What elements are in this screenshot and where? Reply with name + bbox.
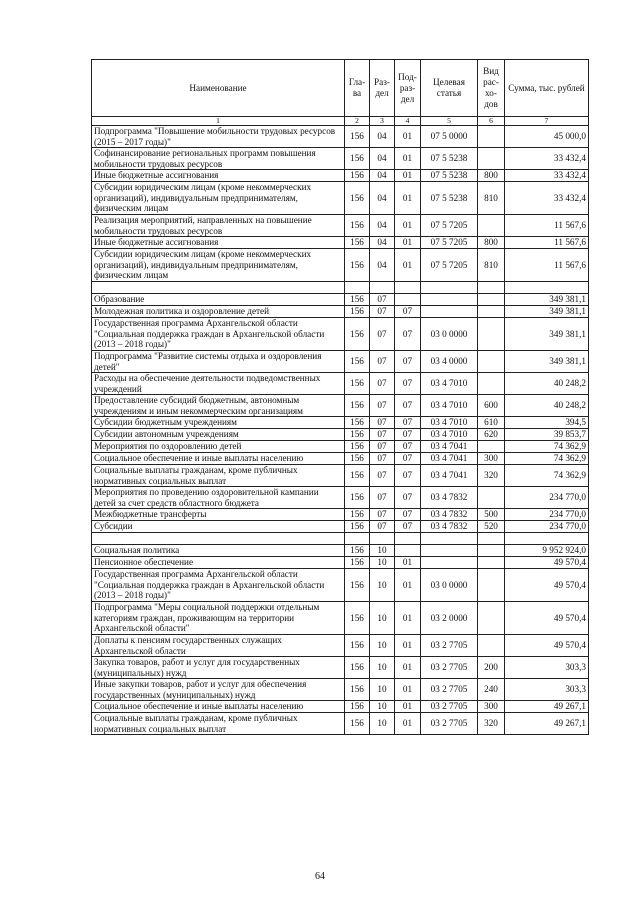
row-name: Доплаты к пенсиям государственных служащих Архангельской области [92,635,345,657]
row-razdel: 07 [370,487,395,509]
row-podrazdel: 07 [395,429,421,441]
row-glava [345,533,370,545]
row-podrazdel: 07 [395,417,421,429]
row-podrazdel: 07 [395,306,421,318]
row-sum: 303,3 [505,679,589,701]
row-razdel: 10 [370,713,395,735]
row-name [92,533,345,545]
row-glava: 156 [345,294,370,306]
row-target: 07 5 5238 [421,148,478,170]
row-razdel: 07 [370,441,395,453]
row-podrazdel: 07 [395,487,421,509]
row-target: 03 2 7705 [421,679,478,701]
row-razdel: 04 [370,215,395,237]
row-glava: 156 [345,509,370,521]
row-target: 03 4 7041 [421,453,478,465]
row-podrazdel: 01 [395,170,421,182]
row-glava: 156 [345,521,370,533]
row-glava: 156 [345,126,370,148]
row-podrazdel: 07 [395,521,421,533]
row-name: Субсидии автономным учреждениям [92,429,345,441]
row-name: Закупка товаров, работ и услуг для государственных (муниципальных) нужд [92,657,345,679]
table-row [92,569,589,602]
column-number: 2 [345,117,370,126]
table-row [92,182,589,215]
row-razdel: 10 [370,545,395,557]
row-sum [505,533,589,545]
table-row [92,249,589,282]
table-row [92,509,589,521]
row-sum: 40 248,2 [505,373,589,395]
row-glava: 156 [345,318,370,351]
row-glava: 156 [345,373,370,395]
row-sum: 74 362,9 [505,453,589,465]
header-razdel: Раз-дел [370,60,395,117]
column-number-row [92,117,589,126]
row-name: Образование [92,294,345,306]
row-sum: 33 432,4 [505,182,589,215]
row-glava: 156 [345,351,370,373]
row-name: Субсидии [92,521,345,533]
row-razdel: 10 [370,679,395,701]
row-vid: 300 [478,701,505,713]
row-sum [505,282,589,294]
row-podrazdel: 01 [395,148,421,170]
table-row [92,465,589,487]
row-podrazdel [395,545,421,557]
row-glava: 156 [345,679,370,701]
row-target [421,306,478,318]
row-podrazdel: 01 [395,237,421,249]
row-name: Мероприятия по проведению оздоровительной кампании детей за счет средств областного бюджета [92,487,345,509]
header-podrazdel: Под-раз-дел [395,60,421,117]
page-number: 64 [315,871,325,882]
table-row [92,657,589,679]
row-razdel: 10 [370,657,395,679]
row-name: Расходы на обеспечение деятельности подведомственных учреждений [92,373,345,395]
row-sum: 33 432,4 [505,170,589,182]
row-glava: 156 [345,569,370,602]
row-sum: 349 381,1 [505,294,589,306]
row-sum: 39 853,7 [505,429,589,441]
row-target [421,294,478,306]
row-vid: 520 [478,521,505,533]
row-sum: 49 267,1 [505,713,589,735]
row-razdel: 07 [370,395,395,417]
row-vid [478,148,505,170]
row-target: 03 2 7705 [421,713,478,735]
row-sum: 45 000,0 [505,126,589,148]
table-row [92,453,589,465]
row-target: 03 2 7705 [421,635,478,657]
row-name: Софинансирование региональных программ повышения мобильности трудовых ресурсов [92,148,345,170]
row-vid: 620 [478,429,505,441]
row-vid: 240 [478,679,505,701]
row-name: Иные закупки товаров, работ и услуг для обеспечения государственных (муниципальных) нужд [92,679,345,701]
table-row [92,417,589,429]
row-podrazdel: 01 [395,713,421,735]
row-target: 03 4 7041 [421,465,478,487]
row-vid [478,602,505,635]
row-razdel: 10 [370,569,395,602]
row-razdel: 07 [370,306,395,318]
row-podrazdel [395,282,421,294]
row-vid [478,545,505,557]
row-vid: 610 [478,417,505,429]
row-vid [478,294,505,306]
row-target: 03 0 0000 [421,569,478,602]
row-vid [478,557,505,569]
row-glava: 156 [345,429,370,441]
row-razdel: 10 [370,557,395,569]
row-glava: 156 [345,602,370,635]
table-row [92,429,589,441]
table-row [92,679,589,701]
row-vid [478,441,505,453]
column-number: 3 [370,117,395,126]
row-vid [478,215,505,237]
row-glava: 156 [345,395,370,417]
row-target: 07 5 7205 [421,237,478,249]
row-name: Социальное обеспечение и иные выплаты населению [92,453,345,465]
table-row [92,441,589,453]
table-row [92,487,589,509]
row-name: Иные бюджетные ассигнования [92,170,345,182]
row-target: 03 4 7832 [421,509,478,521]
row-razdel: 04 [370,237,395,249]
row-vid [478,635,505,657]
row-sum: 11 567,6 [505,237,589,249]
row-razdel: 10 [370,602,395,635]
row-glava: 156 [345,417,370,429]
row-sum: 49 570,4 [505,635,589,657]
row-glava: 156 [345,545,370,557]
row-name: Социальное обеспечение и иные выплаты населению [92,701,345,713]
row-podrazdel: 01 [395,126,421,148]
row-target: 03 4 7041 [421,441,478,453]
row-glava: 156 [345,170,370,182]
row-glava: 156 [345,237,370,249]
row-vid [478,487,505,509]
row-podrazdel: 07 [395,465,421,487]
row-razdel [370,533,395,545]
row-glava: 156 [345,249,370,282]
row-name: Межбюджетные трансферты [92,509,345,521]
table-row [92,170,589,182]
row-name: Подпрограмма "Повышение мобильности трудовых ресурсов (2015 – 2017 годы)" [92,126,345,148]
row-razdel: 10 [370,635,395,657]
row-podrazdel: 01 [395,657,421,679]
row-razdel: 07 [370,465,395,487]
row-name: Государственная программа Архангельской области "Социальная поддержка граждан в Архангельской области (2013 – 2018 годы)" [92,569,345,602]
row-podrazdel: 01 [395,215,421,237]
row-name: Государственная программа Архангельской области "Социальная поддержка граждан в Архангельской области (2013 – 2018 годы)" [92,318,345,351]
row-target: 03 2 0000 [421,602,478,635]
row-sum: 9 952 924,0 [505,545,589,557]
row-podrazdel: 01 [395,679,421,701]
row-name: Иные бюджетные ассигнования [92,237,345,249]
row-target: 07 5 5238 [421,170,478,182]
row-glava: 156 [345,487,370,509]
row-glava [345,282,370,294]
row-target: 03 2 7705 [421,701,478,713]
row-glava: 156 [345,453,370,465]
table-row [92,237,589,249]
table-row [92,215,589,237]
row-target: 03 4 7832 [421,521,478,533]
row-podrazdel: 01 [395,182,421,215]
row-podrazdel: 01 [395,635,421,657]
column-number: 5 [421,117,478,126]
row-podrazdel: 07 [395,509,421,521]
table-row [92,521,589,533]
table-row [92,602,589,635]
row-glava: 156 [345,465,370,487]
row-glava: 156 [345,635,370,657]
row-glava: 156 [345,215,370,237]
row-vid: 500 [478,509,505,521]
row-vid: 600 [478,395,505,417]
row-razdel: 07 [370,429,395,441]
row-sum: 40 248,2 [505,395,589,417]
row-target: 03 4 7010 [421,373,478,395]
spacer-row [92,282,589,294]
row-target: 07 5 5238 [421,182,478,215]
column-number: 4 [395,117,421,126]
row-sum: 349 381,1 [505,306,589,318]
row-razdel: 10 [370,701,395,713]
row-razdel: 07 [370,373,395,395]
row-podrazdel: 01 [395,249,421,282]
row-podrazdel [395,533,421,545]
row-name: Мероприятия по оздоровлению детей [92,441,345,453]
column-number: 1 [92,117,345,126]
row-sum: 49 570,4 [505,602,589,635]
header-vid: Вид рас-хо-дов [478,60,505,117]
row-sum: 49 570,4 [505,569,589,602]
row-target: 07 5 7205 [421,215,478,237]
row-glava: 156 [345,713,370,735]
table-row [92,306,589,318]
table-body [92,126,589,735]
row-name: Подпрограмма "Меры социальной поддержки отдельным категориям граждан, проживающим на территории Архангельской области" [92,602,345,635]
row-target [421,545,478,557]
row-sum: 349 381,1 [505,318,589,351]
row-target [421,282,478,294]
row-sum: 234 770,0 [505,521,589,533]
header-name: Наименование [92,60,345,117]
row-podrazdel: 01 [395,701,421,713]
row-sum: 74 362,9 [505,465,589,487]
row-vid: 800 [478,170,505,182]
row-sum: 349 381,1 [505,351,589,373]
row-target: 03 0 0000 [421,318,478,351]
row-sum: 234 770,0 [505,509,589,521]
header-glava: Гла-ва [345,60,370,117]
row-glava: 156 [345,182,370,215]
budget-table [91,59,589,735]
row-name: Социальные выплаты гражданам, кроме публичных нормативных социальных выплат [92,713,345,735]
row-glava: 156 [345,701,370,713]
row-name: Субсидии бюджетным учреждениям [92,417,345,429]
row-name: Субсидии юридическим лицам (кроме некоммерческих организаций), индивидуальным предпринимателям, физическим лицам [92,182,345,215]
column-number: 7 [505,117,589,126]
row-vid: 800 [478,237,505,249]
row-sum: 11 567,6 [505,249,589,282]
row-razdel: 07 [370,318,395,351]
row-sum: 234 770,0 [505,487,589,509]
row-target: 03 4 0000 [421,351,478,373]
table-row [92,557,589,569]
row-name: Пенсионное обеспечение [92,557,345,569]
row-vid [478,126,505,148]
row-vid: 810 [478,249,505,282]
row-vid [478,533,505,545]
row-glava: 156 [345,657,370,679]
row-glava: 156 [345,557,370,569]
row-podrazdel: 07 [395,373,421,395]
table-row [92,635,589,657]
header-target: Целевая статья [421,60,478,117]
row-name: Социальные выплаты гражданам, кроме публичных нормативных социальных выплат [92,465,345,487]
row-podrazdel: 01 [395,557,421,569]
row-razdel: 04 [370,249,395,282]
row-razdel: 04 [370,148,395,170]
row-razdel: 07 [370,417,395,429]
row-podrazdel [395,294,421,306]
row-name: Субсидии юридическим лицам (кроме некоммерческих организаций), индивидуальным предпринимателям, физическим лицам [92,249,345,282]
row-target: 03 2 7705 [421,657,478,679]
row-podrazdel: 07 [395,441,421,453]
table-row [92,148,589,170]
row-target: 07 5 0000 [421,126,478,148]
row-podrazdel: 07 [395,318,421,351]
table-row [92,713,589,735]
row-vid [478,282,505,294]
row-name [92,282,345,294]
header-row [92,60,589,117]
table-row [92,545,589,557]
row-vid [478,306,505,318]
row-vid: 320 [478,713,505,735]
row-vid: 320 [478,465,505,487]
row-target: 03 4 7010 [421,417,478,429]
column-number: 6 [478,117,505,126]
row-target: 03 4 7010 [421,395,478,417]
row-podrazdel: 07 [395,395,421,417]
row-target: 03 4 7010 [421,429,478,441]
table-row [92,294,589,306]
row-razdel: 07 [370,521,395,533]
row-name: Социальная политика [92,545,345,557]
row-name: Реализация мероприятий, направленных на повышение мобильности трудовых ресурсов [92,215,345,237]
row-vid: 200 [478,657,505,679]
spacer-row [92,533,589,545]
row-sum: 11 567,6 [505,215,589,237]
row-razdel: 07 [370,294,395,306]
row-razdel: 07 [370,509,395,521]
row-target: 07 5 7205 [421,249,478,282]
row-vid: 300 [478,453,505,465]
row-glava: 156 [345,441,370,453]
table-row [92,701,589,713]
row-target [421,557,478,569]
row-podrazdel: 07 [395,453,421,465]
row-vid [478,318,505,351]
table-row [92,318,589,351]
row-podrazdel: 07 [395,351,421,373]
row-razdel [370,282,395,294]
row-sum: 33 432,4 [505,148,589,170]
row-razdel: 04 [370,182,395,215]
row-sum: 74 362,9 [505,441,589,453]
row-target: 03 4 7832 [421,487,478,509]
row-podrazdel: 01 [395,569,421,602]
row-sum: 303,3 [505,657,589,679]
row-podrazdel: 01 [395,602,421,635]
row-sum: 394,5 [505,417,589,429]
row-vid [478,351,505,373]
row-name: Предоставление субсидий бюджетным, автономным учреждениям и иным некоммерческим организациям [92,395,345,417]
row-vid [478,569,505,602]
header-sum: Сумма, тыс. рублей [505,60,589,117]
row-sum: 49 570,4 [505,557,589,569]
row-sum: 49 267,1 [505,701,589,713]
row-name: Молодежная политика и оздоровление детей [92,306,345,318]
row-target [421,533,478,545]
row-name: Подпрограмма "Развитие системы отдыха и оздоровления детей" [92,351,345,373]
row-razdel: 04 [370,126,395,148]
table-row [92,126,589,148]
row-razdel: 04 [370,170,395,182]
row-vid [478,373,505,395]
row-razdel: 07 [370,453,395,465]
row-vid: 810 [478,182,505,215]
table-row [92,395,589,417]
row-glava: 156 [345,306,370,318]
table-row [92,373,589,395]
table-row [92,351,589,373]
row-razdel: 07 [370,351,395,373]
row-glava: 156 [345,148,370,170]
